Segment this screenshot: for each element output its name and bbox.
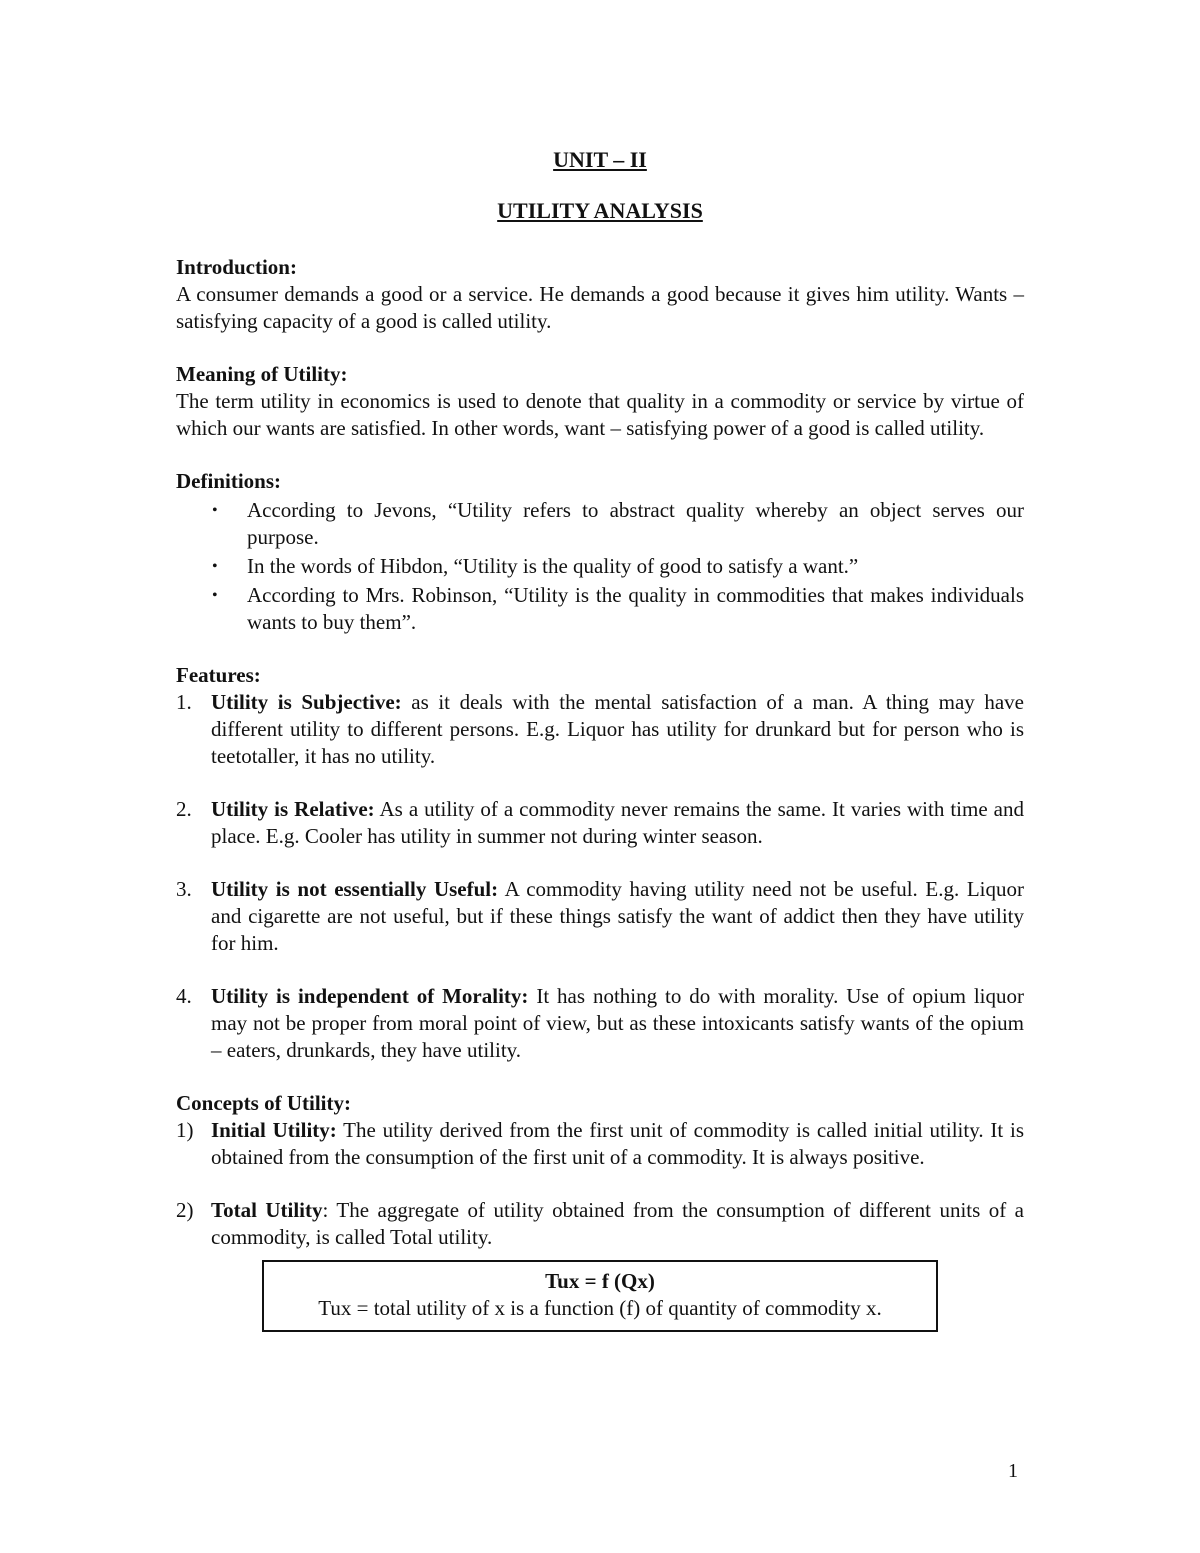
feature-term: Utility is Relative: <box>211 797 375 821</box>
feature-term: Utility is independent of Morality: <box>211 984 529 1008</box>
feature-item <box>176 689 1024 770</box>
concept-text: The utility derived from the first unit of commodity is called initial utility. It is obtained from the consumption of the first unit of a commodity. It is always positive. <box>211 1118 1025 1169</box>
feature-item <box>176 983 1024 1064</box>
feature-term: Utility is Subjective: <box>211 690 402 714</box>
subject-title: UTILITY ANALYSIS <box>497 198 703 223</box>
features-section <box>176 662 1024 1064</box>
unit-title: UNIT – II <box>553 147 647 172</box>
concepts-heading: Concepts of Utility: <box>176 1091 351 1115</box>
feature-item <box>176 796 1024 850</box>
feature-text: A commodity having utility need not be useful. E.g. Liquor and cigarette are not useful, but if these things satisfy the want of addict then they have utility for him. <box>211 877 1025 955</box>
feature-text: as it deals with the mental satisfaction of a man. A thing may have different utility to different persons. E.g. Liquor has utility for drunkard but for person who is teetotaller, it has no utility. <box>211 690 1024 768</box>
formula-box <box>262 1260 938 1332</box>
concepts-list <box>176 1117 1024 1251</box>
concept-number: 2) <box>176 1198 194 1222</box>
feature-number: 4. <box>176 984 192 1008</box>
feature-number: 2. <box>176 797 192 821</box>
features-list <box>176 689 1024 1064</box>
definitions-heading: Definitions: <box>176 469 281 493</box>
page-number: 1 <box>1008 1460 1018 1482</box>
definitions-list <box>176 497 1024 636</box>
definitions-section <box>176 468 1024 636</box>
concept-item <box>176 1117 1024 1171</box>
definition-item <box>176 553 1024 580</box>
concept-number: 1) <box>176 1118 194 1142</box>
meaning-section <box>176 361 1024 442</box>
concept-term: Initial Utility: <box>211 1118 337 1142</box>
definition-text: According to Jevons, “Utility refers to abstract quality whereby an object serves our purpose. <box>247 498 1024 549</box>
feature-number: 1. <box>176 690 192 714</box>
concept-text: : The aggregate of utility obtained from the consumption of different units of a commodity, is called Total utility. <box>211 1198 1024 1249</box>
definition-item <box>176 582 1024 636</box>
definition-item <box>176 497 1024 551</box>
document-page <box>176 142 1024 1332</box>
feature-term: Utility is not essentially Useful: <box>211 877 499 901</box>
introduction-text: A consumer demands a good or a service. He demands a good because it gives him utility. Wants – satisfying capacity of a good is called utility. <box>176 282 1024 333</box>
bullet-icon: • <box>212 558 218 575</box>
bullet-icon: • <box>212 587 218 604</box>
definition-text: According to Mrs. Robinson, “Utility is the quality in commodities that makes individuals wants to buy them”. <box>247 583 1024 634</box>
concepts-section <box>176 1090 1024 1251</box>
formula-explanation: Tux = total utility of x is a function (f) of quantity of commodity x. <box>318 1296 882 1320</box>
bullet-icon: • <box>212 502 218 519</box>
feature-text: As a utility of a commodity never remains the same. It varies with time and place. E.g. Cooler has utility in summer not during winter season. <box>211 797 1024 848</box>
concept-term: Total Utility <box>211 1198 323 1222</box>
feature-item <box>176 876 1024 957</box>
features-heading: Features: <box>176 663 261 687</box>
feature-number: 3. <box>176 877 192 901</box>
introduction-section <box>176 254 1024 335</box>
meaning-heading: Meaning of Utility: <box>176 362 348 386</box>
definition-text: In the words of Hibdon, “Utility is the quality of good to satisfy a want.” <box>247 554 859 578</box>
feature-text: It has nothing to do with morality. Use of opium liquor may not be proper from moral point of view, but as these intoxicants satisfy wants of the opium – eaters, drunkards, they have utility. <box>211 984 1024 1062</box>
concept-item <box>176 1197 1024 1251</box>
formula-equation: Tux = f (Qx) <box>545 1269 655 1293</box>
meaning-text: The term utility in economics is used to denote that quality in a commodity or service by virtue of which our wants are satisfied. In other words, want – satisfying power of a good is called utility. <box>176 389 1024 440</box>
introduction-heading: Introduction: <box>176 255 297 279</box>
